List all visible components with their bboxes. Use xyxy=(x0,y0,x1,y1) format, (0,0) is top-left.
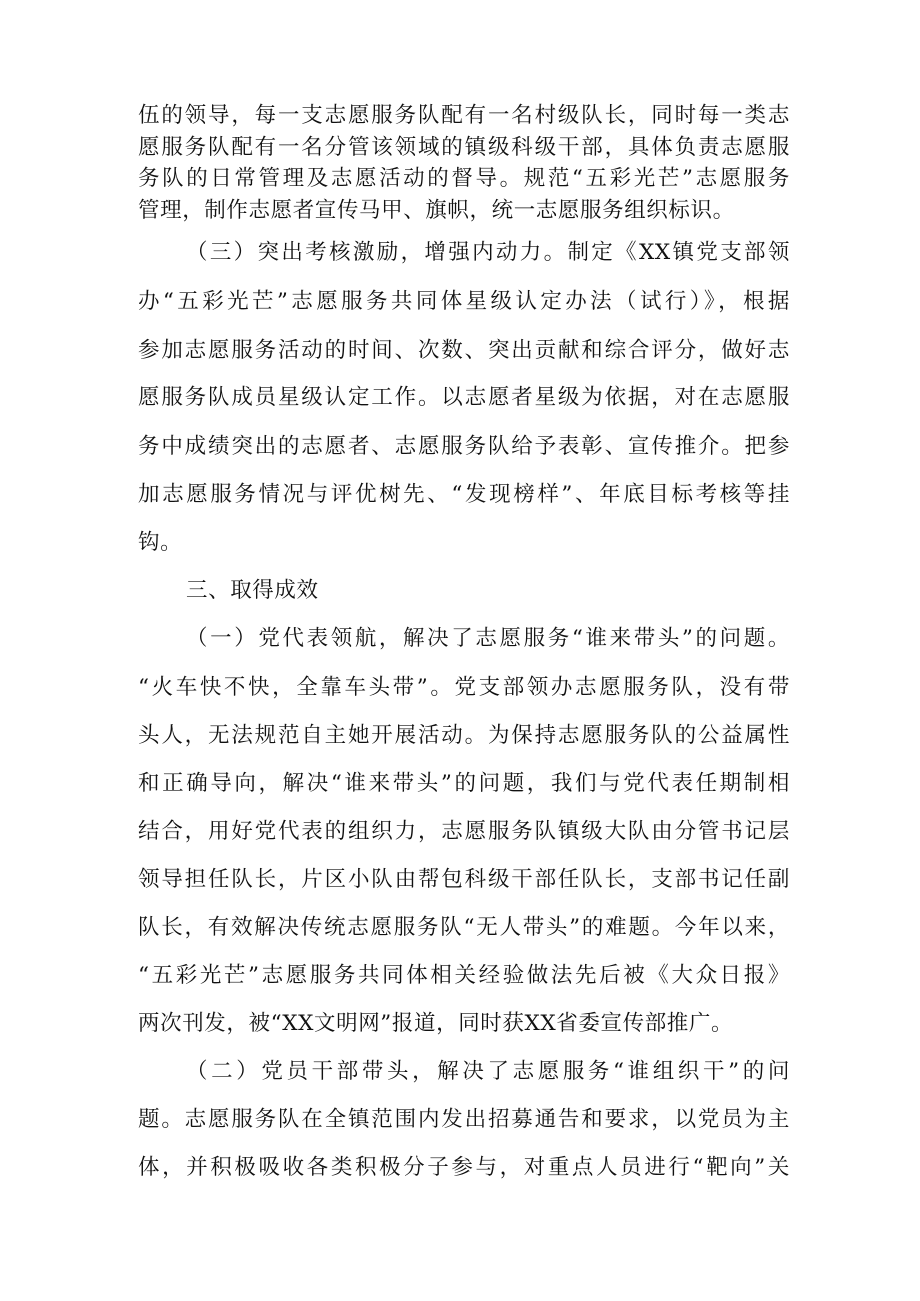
section-heading: 三、取得成效 xyxy=(186,578,319,603)
paragraph-line: （三）突出考核激励，增强内动力。制定《XX镇党支部领 xyxy=(186,240,790,265)
paragraph-line: 题。志愿服务队在全镇范围内发出招募通告和要求，以党员为主 xyxy=(138,1107,790,1132)
paragraph-line: 管理，制作志愿者宣传马甲、旗帜，统一志愿服务组织标识。 xyxy=(138,198,735,223)
paragraph-line: （二）党员干部带头，解决了志愿服务“谁组织干”的问 xyxy=(186,1059,790,1084)
paragraph-line: 结合，用好党代表的组织力，志愿服务队镇级大队由分管书记层 xyxy=(138,819,790,844)
paragraph-line: 领导担任队长，片区小队由帮包科级干部任队长，支部书记任副 xyxy=(138,867,790,892)
paragraph-line: “火车快不快，全靠车头带”。党支部领办志愿服务队，没有带 xyxy=(138,675,790,700)
paragraph-line: 加志愿服务情况与评优树先、“发现榜样”、年底目标考核等挂 xyxy=(138,482,790,507)
paragraph-line: “五彩光芒”志愿服务共同体相关经验做法先后被《大众日报》 xyxy=(138,963,790,988)
paragraph-line: 愿服务队配有一名分管该领域的镇级科级干部，具体负责志愿服 xyxy=(138,135,790,160)
paragraph-line: 队长，有效解决传统志愿服务队“无人带头”的难题。今年以来， xyxy=(138,915,790,940)
paragraph-line: 办“五彩光芒”志愿服务共同体星级认定办法（试行）》，根据 xyxy=(138,289,790,314)
paragraph-line: 头人，无法规范自主她开展活动。为保持志愿服务队的公益属性 xyxy=(138,723,790,748)
paragraph-line: 参加志愿服务活动的时间、次数、突出贡献和综合评分，做好志 xyxy=(138,338,790,363)
paragraph-line: 伍的领导，每一支志愿服务队配有一名村级队长，同时每一类志 xyxy=(138,103,790,128)
paragraph-line: （一）党代表领航，解决了志愿服务“谁来带头”的问题。 xyxy=(186,626,790,651)
paragraph-line: 体，并积极吸收各类积极分子参与，对重点人员进行“靶向”关 xyxy=(138,1155,790,1180)
paragraph-line: 务队的日常管理及志愿活动的督导。规范“五彩光芒”志愿服务 xyxy=(138,166,790,191)
paragraph-line: 务中成绩突出的志愿者、志愿服务队给予表彰、宣传推介。把参 xyxy=(138,434,790,459)
paragraph-line: 愿服务队成员星级认定工作。以志愿者星级为依据，对在志愿服 xyxy=(138,385,790,410)
paragraph-line: 和正确导向，解决“谁来带头”的问题，我们与党代表任期制相 xyxy=(138,771,790,796)
paragraph-line: 两次刊发，被“XX文明网”报道，同时获XX省委宣传部推广。 xyxy=(138,1011,734,1036)
paragraph-line: 钩。 xyxy=(138,530,183,555)
